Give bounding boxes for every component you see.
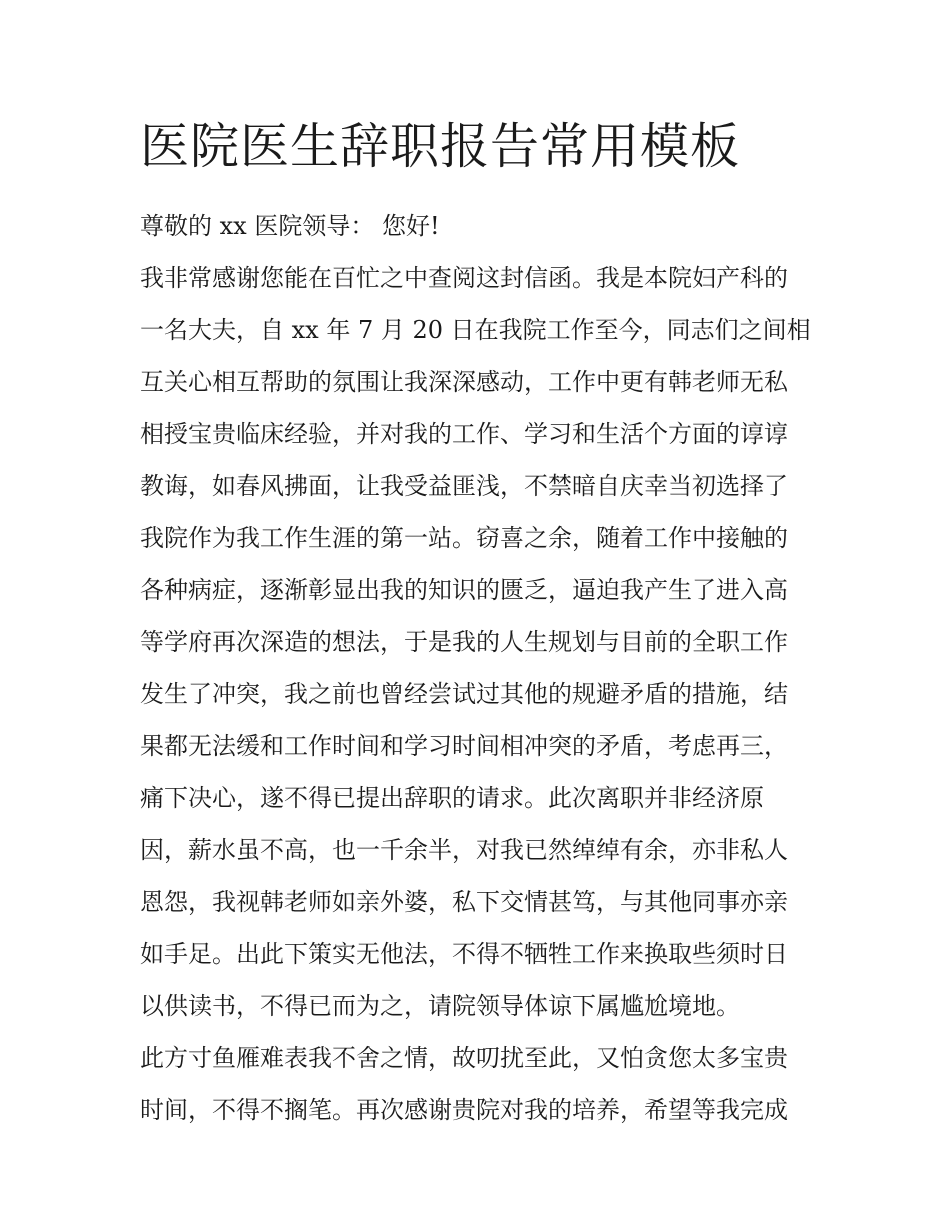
text-line: 果都无法缓和工作时间和学习时间相冲突的矛盾，考虑再三，: [140, 732, 788, 760]
text-line: 相授宝贵临床经验，并对我的工作、学习和生活个方面的谆谆: [140, 420, 788, 448]
text-line: 互关心相互帮助的氛围让我深深感动，工作中更有韩老师无私: [140, 368, 788, 396]
text-line: 此方寸鱼雁难表我不舍之情，故叨扰至此，又怕贪您太多宝贵: [140, 1044, 788, 1072]
page-title: 医院医生辞职报告常用模板: [140, 118, 741, 175]
text-line: 发生了冲突，我之前也曾经尝试过其他的规避矛盾的措施，结: [140, 680, 788, 708]
text-line: 时间，不得不搁笔。再次感谢贵院对我的培养，希望等我完成: [140, 1096, 788, 1124]
text-line: 因，薪水虽不高，也一千余半，对我已然绰绰有余，亦非私人: [140, 836, 788, 864]
text-line: 一名大夫，自 xx 年 7 月 20 日在我院工作至今，同志们之间相: [140, 316, 811, 344]
paragraph-1: [140, 252, 820, 1032]
text-line: 教诲，如春风拂面，让我受益匪浅，不禁暗自庆幸当初选择了: [140, 472, 788, 500]
paragraph-2: [140, 1032, 820, 1136]
text-line: 如手足。出此下策实无他法，不得不牺牲工作来换取些须时日: [140, 940, 788, 968]
greeting: 尊敬的 xx 医院领导： 您好!: [140, 212, 440, 240]
text-line: 各种病症，逐渐彰显出我的知识的匮乏，逼迫我产生了进入高: [140, 576, 788, 604]
letter-body: [140, 200, 820, 1136]
text-line: 我非常感谢您能在百忙之中查阅这封信函。我是本院妇产科的: [140, 264, 788, 292]
text-line: 痛下决心，遂不得已提出辞职的请求。此次离职并非经济原: [140, 784, 764, 812]
text-line: 等学府再次深造的想法，于是我的人生规划与目前的全职工作: [140, 628, 788, 656]
text-line: 恩怨，我视韩老师如亲外婆，私下交情甚笃，与其他同事亦亲: [140, 888, 788, 916]
text-line: 我院作为我工作生涯的第一站。窃喜之余，随着工作中接触的: [140, 524, 788, 552]
text-line: 以供读书，不得已而为之，请院领导体谅下属尴尬境地。: [140, 992, 740, 1020]
